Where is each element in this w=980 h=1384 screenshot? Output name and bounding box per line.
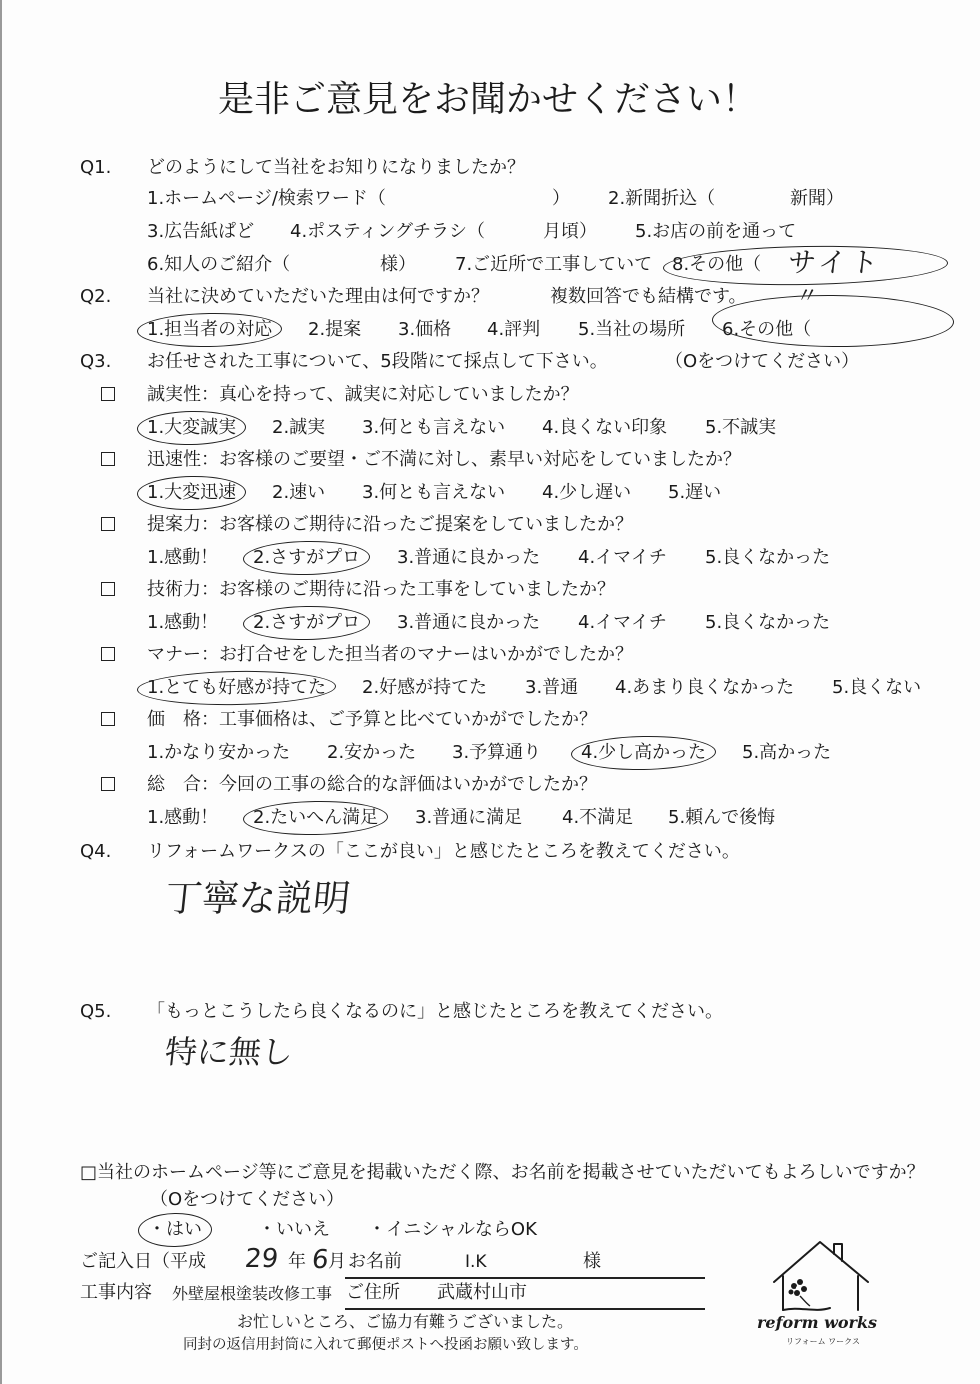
- q3-label: Q3.: [80, 351, 112, 372]
- q1-option-4-close: 月頃）: [543, 221, 597, 242]
- q3-speed-option-3: 3.何とも言えない: [362, 482, 506, 503]
- q2-question: 当社に決めていただいた理由は何ですか？: [147, 286, 489, 307]
- address-value: 武蔵村山市: [437, 1282, 527, 1303]
- checkbox-icon: [101, 712, 115, 726]
- q3-overall-option-3: 3.普通に満足: [415, 807, 523, 828]
- q2-option-6: [722, 319, 950, 341]
- logo-house-icon: [770, 1236, 874, 1316]
- q3-proposal-option-1: 1.感動！: [147, 547, 219, 568]
- consent-option-yes: ・はい: [148, 1219, 202, 1240]
- q1-option-8: [672, 246, 940, 279]
- q3-price-option-3: 3.予算通り: [452, 742, 542, 763]
- scan-edge: [0, 0, 2, 1384]
- q3-heading-overall: 総 合：今回の工事の総合的な評価はいかがでしたか？: [147, 774, 597, 795]
- consent-option-initials: ・イニシャルならOK: [368, 1219, 537, 1240]
- work-value: 外壁屋根塗装改修工事: [172, 1284, 333, 1303]
- q3-heading-skill: 技術力：お客様のご期待に沿った工事をしていましたか？: [147, 579, 615, 600]
- q3-sincerity-option-2: 2.誠実: [272, 417, 326, 438]
- q2-other-answer: 〃: [794, 284, 820, 309]
- q4-question: リフォームワークスの「ここが良い」と感じたところを教えてください。: [147, 841, 740, 862]
- q3-skill-option-5: 5.良くなかった: [705, 612, 831, 633]
- q4-label: Q4.: [80, 841, 112, 862]
- name-value: I.K: [465, 1252, 487, 1272]
- q2-option-6-label: 6.その他（: [722, 319, 812, 340]
- q2-option-5: 5.当社の場所: [578, 319, 686, 340]
- q3-heading-speed: 迅速性：お客様のご要望・ご不満に対し、素早い対応をしていましたか？: [147, 449, 741, 470]
- q1-option-2-close: 新聞）: [790, 188, 844, 209]
- q1-option-2: 2.新聞折込（: [608, 188, 716, 209]
- q3-overall-option-5: 5.頼んで後悔: [668, 807, 776, 828]
- name-suffix: 様: [583, 1251, 601, 1272]
- q1-option-1: 1.ホームページ/検索ワード（: [147, 188, 386, 209]
- page-title: 是非ご意見をお聞かせください！: [218, 79, 759, 120]
- q3-speed-option-2: 2.速い: [272, 482, 326, 503]
- q1-option-8-label: 8.その他（: [672, 254, 762, 275]
- q2-note: 複数回答でも結構です。: [550, 286, 747, 307]
- q3-manner-option-4: 4.あまり良くなかった: [615, 677, 795, 698]
- q4-answer: 丁寧な説明: [162, 877, 353, 920]
- q3-heading-price: 価 格：工事価格は、ご予算と比べていかがでしたか？: [147, 709, 597, 730]
- consent-option-no: ・いいえ: [258, 1219, 330, 1240]
- q3-note: （Oをつけてください）: [665, 351, 860, 372]
- consent-question: □当社のホームページ等にご意見を掲載いただく際、お名前を掲載させていただいてもよろしいですか？: [80, 1162, 925, 1183]
- checkbox-icon: [101, 582, 115, 596]
- thanks-line-1: お忙しいところ、ご協力有難うございました。: [237, 1312, 574, 1331]
- q3-skill-option-3: 3.普通に良かった: [397, 612, 541, 633]
- q3-manner-option-2: 2.好感が持てた: [362, 677, 488, 698]
- q3-overall-option-4: 4.不満足: [562, 807, 634, 828]
- work-label: 工事内容: [80, 1282, 152, 1303]
- q3-price-option-2: 2.安かった: [327, 742, 417, 763]
- q3-heading-manner: マナー：お打合せをした担当者のマナーはいかがでしたか？: [147, 644, 633, 665]
- logo-name: reform works: [757, 1313, 878, 1332]
- q2-option-4: 4.評判: [487, 319, 541, 340]
- q3-overall-option-1: 1.感動！: [147, 807, 219, 828]
- checkbox-icon: [101, 387, 115, 401]
- date-month: 6: [310, 1245, 331, 1275]
- date-label: ご記入日（平成: [80, 1251, 206, 1272]
- q3-heading-sincerity: 誠実性：真心を持って、誠実に対応していましたか？: [147, 384, 579, 405]
- q3-skill-option-2: 2.さすがプロ: [253, 612, 361, 633]
- q1-option-6: 6.知人のご紹介（: [147, 254, 291, 275]
- q3-proposal-option-2: 2.さすがプロ: [253, 547, 361, 568]
- thanks-line-2: 同封の返信用封筒に入れて郵便ポストへ投函お願い致します。: [183, 1337, 588, 1353]
- q3-skill-option-1: 1.感動！: [147, 612, 219, 633]
- q3-proposal-option-5: 5.良くなかった: [705, 547, 831, 568]
- q1-option-4: 4.ポスティングチラシ（: [290, 221, 486, 242]
- q2-option-3: 3.価格: [398, 319, 452, 340]
- q1-label: Q1.: [80, 157, 112, 178]
- name-label: お名前: [348, 1251, 402, 1272]
- q3-speed-option-5: 5.遅い: [668, 482, 722, 503]
- q3-manner-option-3: 3.普通: [525, 677, 579, 698]
- q3-sincerity-option-3: 3.何とも言えない: [362, 417, 506, 438]
- q1-option-5: 5.お店の前を通って: [635, 221, 797, 242]
- address-underline: [345, 1308, 705, 1310]
- q2-option-1: 1.担当者の対応: [147, 319, 273, 340]
- q1-option-1-close: ）: [552, 188, 570, 209]
- q3-price-option-5: 5.高かった: [742, 742, 832, 763]
- q3-price-option-4: 4.少し高かった: [581, 742, 707, 763]
- q3-proposal-option-4: 4.イマイチ: [578, 547, 667, 568]
- q1-question: どのようにして当社をお知りになりましたか？: [147, 157, 525, 178]
- q3-speed-option-4: 4.少し遅い: [542, 482, 632, 503]
- q3-proposal-option-3: 3.普通に良かった: [397, 547, 541, 568]
- q5-question: 「もっとこうしたら良くなるのに」と感じたところを教えてください。: [147, 1001, 723, 1022]
- consent-note: （Oをつけてください）: [150, 1189, 345, 1210]
- q3-sincerity-option-4: 4.良くない印象: [542, 417, 668, 438]
- checkbox-icon: [101, 647, 115, 661]
- name-underline: [345, 1277, 705, 1279]
- q3-speed-option-1: 1.大変迅速: [147, 482, 237, 503]
- checkbox-icon: [101, 452, 115, 466]
- date-year-unit: 年: [288, 1251, 306, 1272]
- checkbox-icon: [101, 777, 115, 791]
- date-month-unit: 月: [328, 1251, 346, 1272]
- q3-manner-option-5: 5.良くない: [832, 677, 922, 698]
- q3-skill-option-4: 4.イマイチ: [578, 612, 667, 633]
- q1-option-8-answer: サイト: [786, 246, 884, 279]
- checkbox-icon: [101, 517, 115, 531]
- q5-label: Q5.: [80, 1001, 112, 1022]
- q3-sincerity-option-1: 1.大変誠実: [147, 417, 237, 438]
- q1-option-3: 3.広告紙ぱど: [147, 221, 255, 242]
- q2-label: Q2.: [80, 286, 112, 307]
- q3-manner-option-1: 1.とても好感が持てた: [147, 677, 327, 698]
- logo-kana: リフォーム ワークス: [786, 1337, 861, 1346]
- q2-option-2: 2.提案: [308, 319, 362, 340]
- q3-overall-option-2: 2.たいへん満足: [253, 807, 379, 828]
- address-label: ご住所: [346, 1282, 400, 1303]
- q3-question: お任せされた工事について、5段階にて採点して下さい。: [147, 351, 608, 372]
- q5-answer: 特に無し: [163, 1033, 296, 1071]
- date-year: 29: [243, 1244, 280, 1274]
- q1-option-7: 7.ご近所で工事していて: [455, 254, 653, 275]
- q1-option-6-close: 様）: [380, 254, 416, 275]
- q3-price-option-1: 1.かなり安かった: [147, 742, 291, 763]
- q3-heading-proposal: 提案力：お客様のご期待に沿ったご提案をしていましたか？: [147, 514, 633, 535]
- q3-sincerity-option-5: 5.不誠実: [705, 417, 777, 438]
